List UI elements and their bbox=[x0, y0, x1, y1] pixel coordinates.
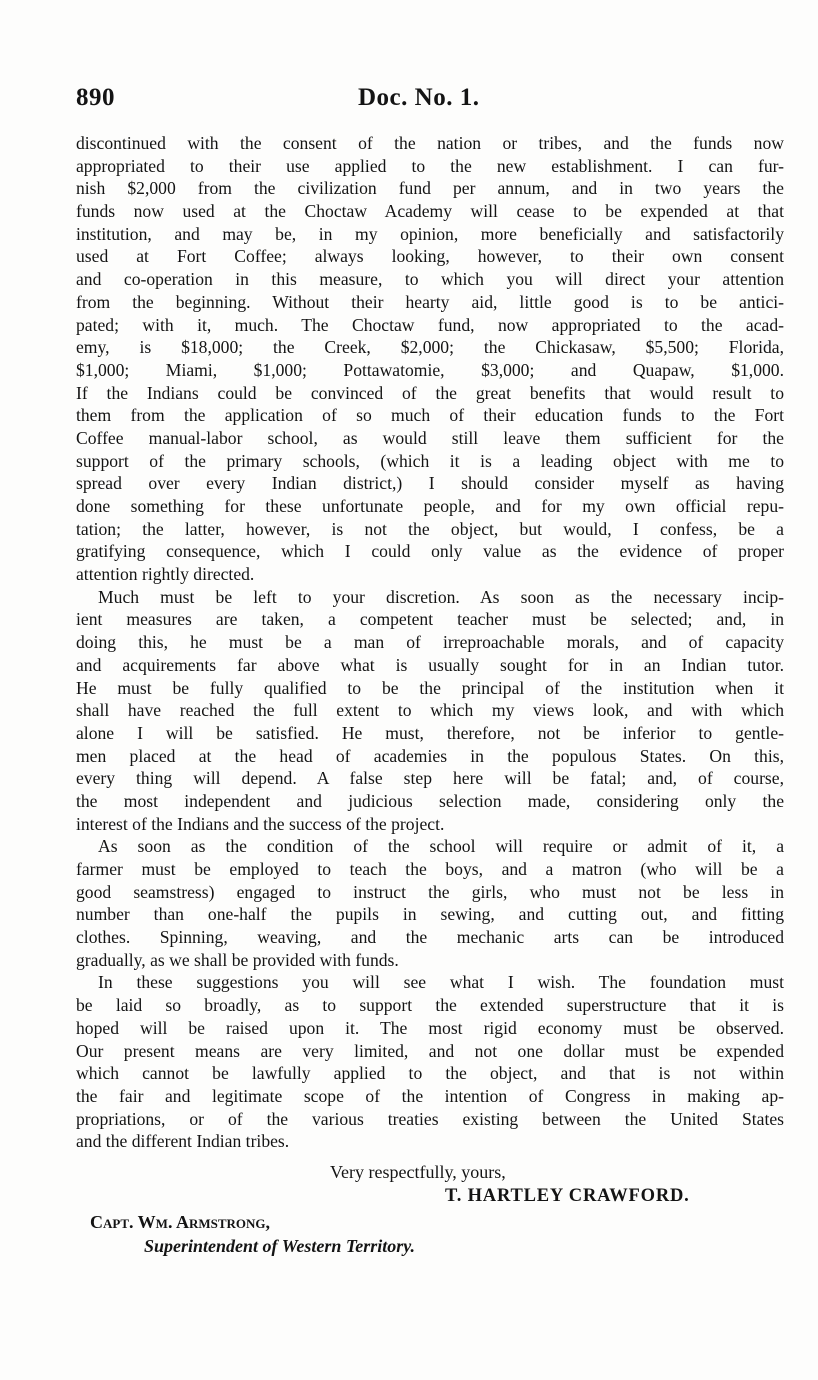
text-line: the fair and legitimate scope of the intention of Congress in making ap- bbox=[76, 1085, 784, 1106]
text-line: alone I will be satisfied. He must, therefore, not be inferior to gentle- bbox=[76, 722, 784, 743]
text-line: from the beginning. Without their hearty aid, little good is to be antici- bbox=[76, 291, 784, 312]
text-line: good seamstress) engaged to instruct the girls, who must not be less in bbox=[76, 881, 784, 902]
text-line: If the Indians could be convinced of the great benefits that would result to bbox=[76, 382, 784, 403]
recipient-title: Superintendent of Western Territory. bbox=[144, 1236, 416, 1256]
paragraph-start-line: Much must be left to your discretion. As soon as the necessary incip- bbox=[98, 586, 784, 607]
text-line: and co-operation in this measure, to which you will direct your attention bbox=[76, 269, 784, 290]
text-line: support of the primary schools, (which it is a leading object with me to bbox=[76, 450, 784, 471]
text-line: clothes. Spinning, weaving, and the mechanic arts can be introduced bbox=[76, 927, 784, 948]
document-reference: Doc. No. 1. bbox=[358, 84, 480, 111]
page-number: 890 bbox=[76, 84, 115, 111]
text-line: doing this, he must be a man of irreproachable morals, and of capacity bbox=[76, 632, 784, 653]
text-line: every thing will depend. A false step here will be fatal; and, of course, bbox=[76, 768, 784, 789]
text-line: the most independent and judicious selection made, considering only the bbox=[76, 790, 784, 811]
text-line: emy, is $18,000; the Creek, $2,000; the Chickasaw, $5,500; Florida, bbox=[76, 337, 784, 358]
paragraph-start-line: As soon as the condition of the school will require or admit of it, a bbox=[98, 836, 784, 857]
valediction: Very respectfully, yours, bbox=[330, 1162, 506, 1182]
paragraph-end-line: and the different Indian tribes. bbox=[76, 1131, 290, 1152]
text-line: spread over every Indian district,) I should consider myself as having bbox=[76, 473, 784, 494]
text-line: pated; with it, much. The Choctaw fund, now appropriated to the acad- bbox=[76, 314, 784, 335]
paragraph-end-line: interest of the Indians and the success of the project. bbox=[76, 813, 445, 834]
text-line: and acquirements far above what is usually sought for in an Indian tutor. bbox=[76, 654, 784, 675]
paragraph-start-line: In these suggestions you will see what I wish. The foundation must bbox=[98, 972, 784, 993]
text-line: discontinued with the consent of the nation or tribes, and the funds now bbox=[76, 133, 784, 153]
text-line: institution, and may be, in my opinion, more beneficially and satisfactorily bbox=[76, 223, 784, 244]
page-header bbox=[72, 84, 787, 120]
text-line: tation; the latter, however, is not the object, but would, I confess, be a bbox=[76, 518, 784, 539]
letter-body bbox=[76, 132, 784, 1153]
text-line: propriations, or of the various treaties existing between the United States bbox=[76, 1108, 784, 1129]
text-line: farmer must be employed to teach the boys, and a matron (who will be a bbox=[76, 859, 784, 879]
paragraph-end-line: attention rightly directed. bbox=[76, 564, 255, 585]
text-line: funds now used at the Choctaw Academy will cease to be expended at that bbox=[76, 201, 784, 222]
text-line: hoped will be raised upon it. The most rigid economy must be observed. bbox=[76, 1017, 784, 1038]
paragraph-end-line: gradually, as we shall be provided with funds. bbox=[76, 949, 399, 970]
text-line: Coffee manual-labor school, as would still leave them sufficient for the bbox=[76, 427, 784, 448]
text-line: them from the application of so much of their education funds to the Fort bbox=[76, 405, 784, 426]
text-line: gratifying consequence, which I could only value as the evidence of proper bbox=[76, 541, 784, 562]
text-line: appropriated to their use applied to the new establishment. I can fur- bbox=[76, 155, 784, 176]
recipient-name: Capt. Wm. Armstrong, bbox=[90, 1212, 271, 1232]
text-line: He must be fully qualified to be the principal of the institution when it bbox=[76, 677, 784, 698]
text-line: which cannot be lawfully applied to the object, and that is not within bbox=[76, 1063, 784, 1084]
text-line: Our present means are very limited, and not one dollar must be expended bbox=[76, 1040, 784, 1061]
text-line: men placed at the head of academies in the populous States. On this, bbox=[76, 745, 784, 766]
text-line: be laid so broadly, as to support the extended superstructure that it is bbox=[76, 995, 784, 1016]
signature: T. HARTLEY CRAWFORD. bbox=[445, 1186, 690, 1206]
text-line: $1,000; Miami, $1,000; Pottawatomie, $3,000; and Quapaw, $1,000. bbox=[76, 359, 784, 380]
text-line: done something for these unfortunate people, and for my own official repu- bbox=[76, 496, 784, 516]
text-line: number than one-half the pupils in sewing, and cutting out, and fitting bbox=[76, 904, 784, 925]
text-line: shall have reached the full extent to which my views look, and with which bbox=[76, 700, 784, 721]
text-line: used at Fort Coffee; always looking, however, to their own consent bbox=[76, 246, 784, 267]
text-line: nish $2,000 from the civilization fund per annum, and in two years the bbox=[76, 178, 784, 199]
text-line: ient measures are taken, a competent teacher must be selected; and, in bbox=[76, 609, 784, 630]
